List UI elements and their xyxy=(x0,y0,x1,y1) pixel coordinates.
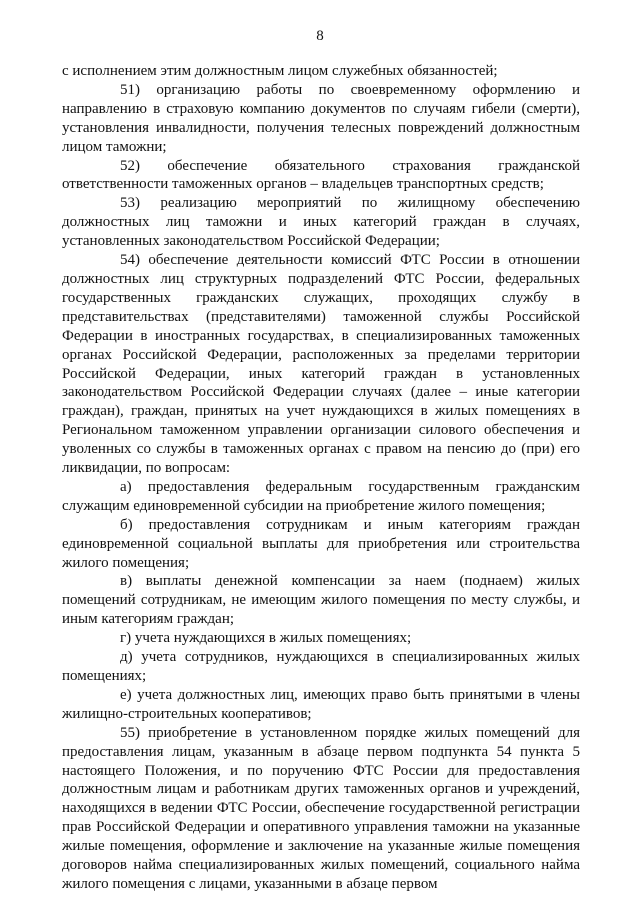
document-body xyxy=(62,62,580,894)
paragraph: 53) реализацию мероприятий по жилищному обеспечению должностных лиц таможни и иных категорий граждан в случаях, установленных законодательством Российской Федерации; xyxy=(62,195,580,250)
paragraph: б) предоставления сотрудникам и иным категориям граждан единовременной социальной выплаты для приобретения или строительства жилого помещения; xyxy=(62,516,580,571)
paragraph: в) выплаты денежной компенсации за наем (поднаем) жилых помещений сотрудникам, не имеющим жилого помещения по месту службы, и иным категориям граждан; xyxy=(62,573,580,628)
paragraph: д) учета сотрудников, нуждающихся в специализированных жилых помещениях; xyxy=(62,649,580,684)
paragraph: 55) приобретение в установленном порядке жилых помещений для предоставления лицам, указанным в абзаце первом подпункта 54 пункта 5 настоящего Положения, и по поручению ФТС России для предоставления должностным лицам и работникам других таможенных органов и учреждений, находящихся в ведении ФТС России, обеспечение государственной регистрации прав Российской Федерации и оперативного управления таможни на указанные жилые помещения, оформление и заключение на указанные жилые помещения договоров найма специализированных жилых помещений, социального найма жилого помещения с лицами, указанными в абзаце первом xyxy=(62,724,580,892)
paragraph: 54) обеспечение деятельности комиссий ФТС России в отношении должностных лиц структурных подразделений ФТС России, федеральных государственных гражданских служащих, проходящих службу в представительствах (представителями) таможенной службы Российской Федерации в иностранных государствах, в специализированных таможенных органах Российской Федерации, расположенных за пределами территории Российской Федерации, иных категорий граждан в установленных законодательством Российской Федерации случаях (далее – иные категории граждан), граждан, принятых на учет нуждающихся в жилых помещениях в Региональном таможенном управлении организации силового обеспечения и уволенных со службы в таможенных органах с правом на пенсию до (при) его ликвидации, по вопросам: xyxy=(62,252,580,477)
paragraph: г) учета нуждающихся в жилых помещениях; xyxy=(120,630,412,647)
paragraph: с исполнением этим должностным лицом служебных обязанностей; xyxy=(62,63,498,79)
page-number: 8 xyxy=(316,28,324,44)
paragraph: 51) организацию работы по своевременному оформлению и направлению в страховую компанию документов по случаям гибели (смерти), установления инвалидности, получения телесных повреждений должностным лицом таможни; xyxy=(62,81,580,155)
paragraph: 52) обеспечение обязательного страхования гражданской ответственности таможенных органов – владельцев транспортных средств; xyxy=(62,157,580,193)
paragraph: а) предоставления федеральным государственным гражданским служащим единовременной субсидии на приобретение жилого помещения; xyxy=(62,478,580,514)
paragraph: е) учета должностных лиц, имеющих право быть принятыми в члены жилищно-строительных кооперативов; xyxy=(62,686,580,722)
